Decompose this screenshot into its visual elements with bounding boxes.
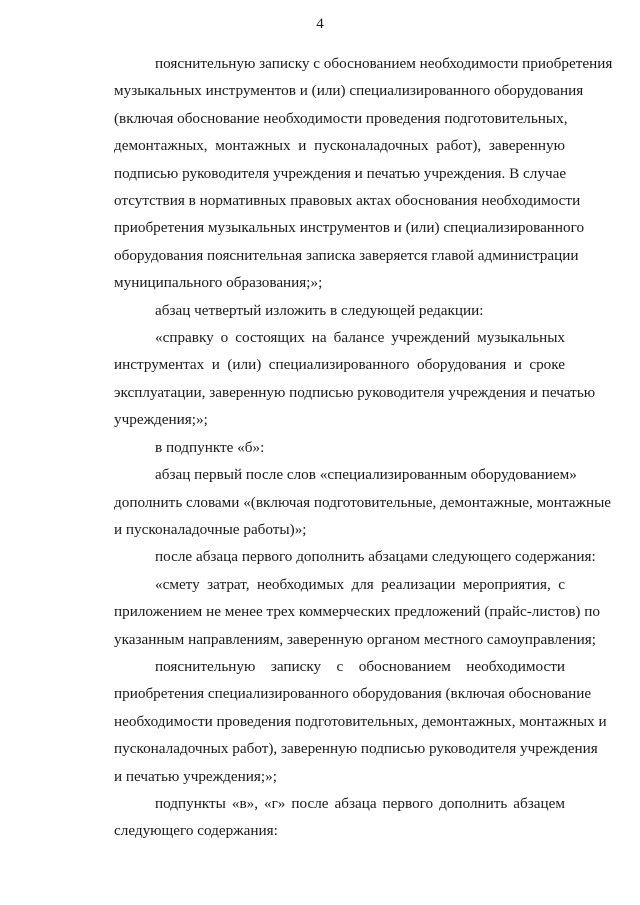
text-line: инструментах и (или) специализированного оборудования и сроке <box>114 356 565 374</box>
paragraph-subitems-v-g <box>73 790 565 845</box>
paragraph-balance-certificate <box>73 324 596 434</box>
text-line: в подпункте «б»: <box>155 438 265 456</box>
paragraph-subitem-b <box>73 434 565 461</box>
text-line: и печатью учреждения;»; <box>114 767 277 785</box>
text-line: «смету затрат, необходимых для реализации мероприятия, с <box>155 575 565 593</box>
paragraph-first-abzac-supplement <box>73 461 612 543</box>
paragraph-add-abzacs <box>73 543 596 570</box>
text-line: после абзаца первого дополнить абзацами следующего содержания: <box>155 548 596 566</box>
text-line: «справку о состоящих на балансе учреждений музыкальных <box>155 329 565 347</box>
text-line: подписью руководителя учреждения и печатью учреждения. В случае <box>114 164 567 182</box>
text-line: абзац первый после слов «специализированным оборудованием» <box>155 466 577 484</box>
text-line: музыкальных инструментов и (или) специализированного оборудования <box>114 82 584 100</box>
text-line: дополнить словами «(включая подготовительные, демонтажные, монтажные <box>114 493 612 511</box>
text-line: оборудования пояснительная записка заверяется главой администрации <box>114 246 579 264</box>
text-line: необходимости проведения подготовительных, демонтажных, монтажных и <box>114 712 607 730</box>
paragraph-explanatory-note-equipment <box>73 653 607 790</box>
text-line: учреждения;»; <box>114 411 208 429</box>
text-line: следующего содержания: <box>114 822 278 840</box>
text-line: подпункты «в», «г» после абзаца первого дополнить абзацем <box>155 794 565 812</box>
text-line: демонтажных, монтажных и пусконаладочных работ), заверенную <box>114 137 565 155</box>
page-number: 4 <box>316 16 324 32</box>
text-line: (включая обоснование необходимости проведения подготовительных, <box>114 109 568 127</box>
paragraph-explanatory-note-instruments <box>73 50 613 297</box>
document-body <box>73 50 613 845</box>
text-line: и пусконаладочные работы)»; <box>114 520 307 538</box>
text-line: приобретения музыкальных инструментов и (или) специализированного <box>114 219 585 237</box>
text-line: эксплуатации, заверенную подписью руководителя учреждения и печатью <box>114 383 596 401</box>
text-line: приобретения специализированного оборудования (включая обоснование <box>114 685 592 703</box>
paragraph-fourth-abzac-edit <box>73 297 565 324</box>
text-line: указанным направлениям, заверенную органом местного самоуправления; <box>114 630 597 648</box>
paragraph-cost-estimate <box>73 571 601 653</box>
text-line: абзац четвертый изложить в следующей редакции: <box>155 301 484 319</box>
text-line: отсутствия в нормативных правовых актах обоснования необходимости <box>114 192 581 210</box>
text-line: приложением не менее трех коммерческих предложений (прайс-листов) по <box>114 603 601 621</box>
text-line: пояснительную записку с обоснованием необходимости <box>155 657 565 675</box>
text-line: пусконаладочных работ), заверенную подписью руководителя учреждения <box>114 740 598 758</box>
text-line: муниципального образования;»; <box>114 274 323 292</box>
text-line: пояснительную записку с обоснованием необходимости приобретения <box>155 55 613 72</box>
